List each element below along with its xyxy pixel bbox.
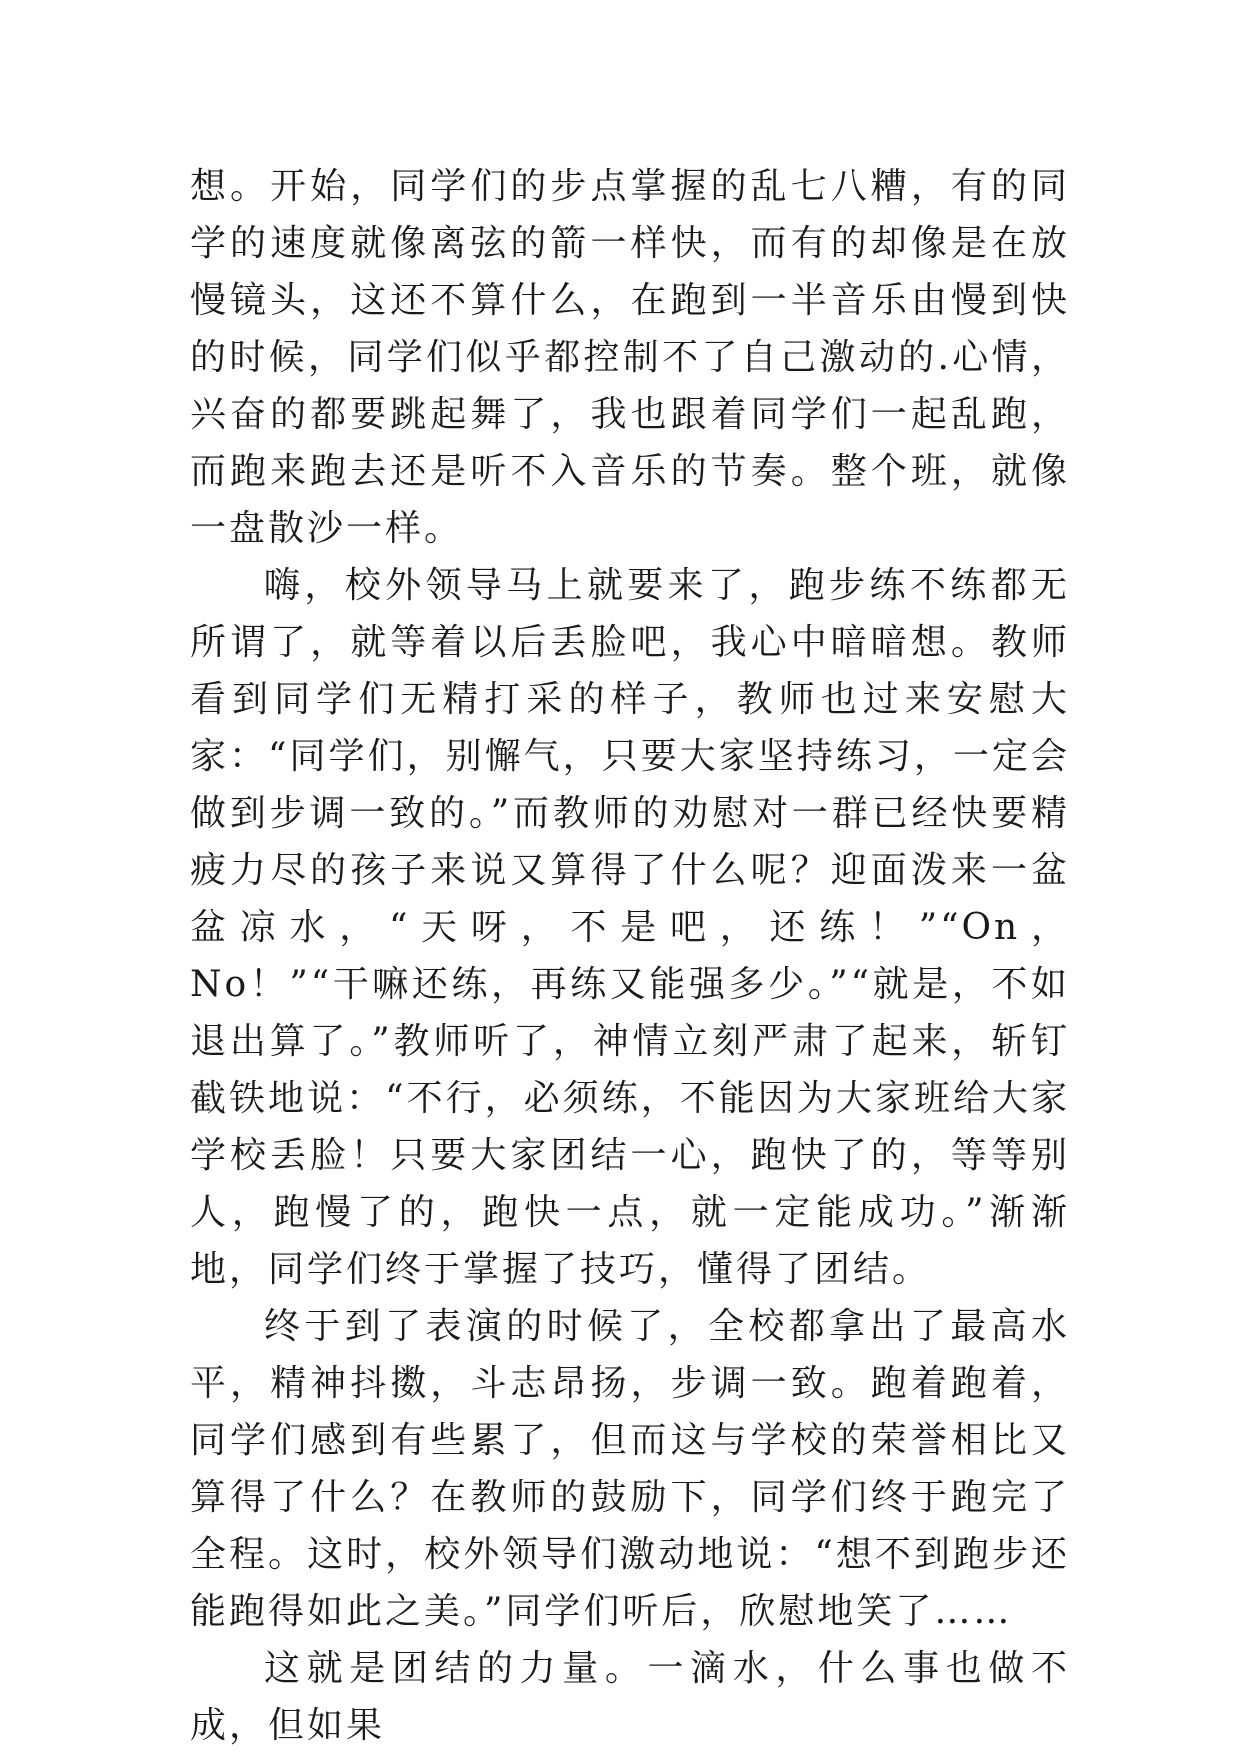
paragraph-4: 这就是团结的力量。一滴水，什么事也做不成，但如果 — [190, 1648, 1070, 1746]
paragraph-1: 想。开始，同学们的步点掌握的乱七八糟，有的同学的速度就像离弦的箭一样快，而有的却像是在放慢镜头，这还不算什么，在跑到一半音乐由慢到快的时候，同学们似乎都控制不了自己激动的.心情，兴奋的都要跳起舞了，我也跟着同学们一起乱跑，而跑来跑去还是听不入音乐的节奏。整个班，就像一盘散沙一样。 — [190, 166, 1070, 549]
paragraph-2: 嗨，校外领导马上就要来了，跑步练不练都无所谓了，就等着以后丢脸吧，我心中暗暗想。教师看到同学们无精打采的样子，教师也过来安慰大家：“同学们，别懈气，只要大家坚持练习，一定会做到步调一致的。”而教师的劝慰对一群已经快要精疲力尽的孩子来说又算得了什么呢？迎面泼来一盆盆凉水，“天呀，不是吧，还练！”“On，No！”“干嘛还练，再练又能强多少。”“就是，不如退出算了。”教师听了，神情立刻严肃了起来，斩钉截铁地说：“不行，必须练，不能因为大家班给大家学校丢脸！只要大家团结一心，跑快了的，等等别人，跑慢了的，跑快一点，就一定能成功。”渐渐地，同学们终于掌握了技巧，懂得了团结。 — [190, 565, 1070, 1290]
paragraph-3: 终于到了表演的时候了，全校都拿出了最高水平，精神抖擞，斗志昂扬，步调一致。跑着跑着，同学们感到有些累了，但而这与学校的荣誉相比又算得了什么？在教师的鼓励下，同学们终于跑完了全程。这时，校外领导们激动地说：“想不到跑步还能跑得如此之美。”同学们听后，欣慰地笑了…… — [190, 1306, 1070, 1632]
document-body — [190, 158, 1070, 1754]
